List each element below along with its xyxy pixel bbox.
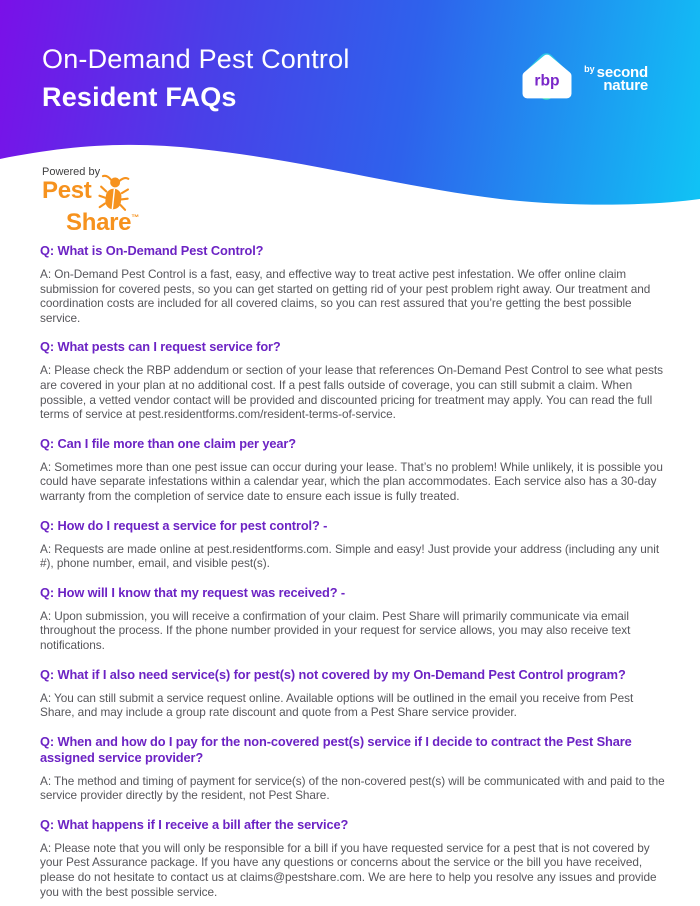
faq-item [40,518,667,571]
second-nature-line2 [584,76,648,94]
faq-question: Q: How will I know that my request was received? - [40,584,346,600]
bug-icon [94,170,132,215]
pest-word: Pest [42,177,92,204]
faq-item [40,817,667,899]
powered-by-label: Powered by [42,166,101,178]
rbp-second-nature-logo [519,48,648,106]
second-nature-wordmark [584,63,648,92]
faq-answer: A: Upon submission, you will receive a confirmation of your claim. Pest Share will primarily communicate via email throughout the process. If the phone number provided in your request for service allows, you may also receive text notifications. [40,608,631,652]
page-title-line2: Resident FAQs [42,82,237,112]
page-title [42,40,350,116]
faq-answer: A: On-Demand Pest Control is a fast, easy, and effective way to treat active pest infestation. We offer online claim submission for covered pests, so you can get started on getting rid of your pest problem right away. Our treatment and coordination costs are included for all covered claims, so you can rest assured that you’re getting the best possible service. [40,267,651,325]
rbp-logo-text: rbp [534,72,560,90]
pest-share-logo [42,166,139,235]
trademark-symbol: ™ [131,213,140,222]
faq-item [40,243,667,325]
rbp-house-icon [522,53,572,101]
rbp-logo [519,48,575,106]
page-title-line1: On-Demand Pest Control [42,44,350,74]
faq-item [40,667,667,720]
faq-answer: A: Please note that you will only be responsible for a bill if you have requested service for a pest that is not covered by your Pest Assurance package. If you have any questions or concerns about the service or the bill you have received, please do not hesitate to contact us at claims@pestshare.com. We are here to help you resolve any issues and provide you with the best possible service. [40,840,657,899]
faq-answer: A: The method and timing of payment for service(s) of the non-covered pest(s) will be communicated with and paid to the service provider directly by the resident, not Pest Share. [40,773,665,803]
by-label: by [584,63,595,74]
faq-question: Q: How do I request a service for pest control? - [40,517,328,533]
faq-question: Q: When and how do I pay for the non-covered pest(s) service if I decide to contract the Pest Share assigned service provider? [40,733,632,765]
faq-question: Q: What happens if I receive a bill after the service? [40,816,349,832]
faq-answer: A: Requests are made online at pest.residentforms.com. Simple and easy! Just provide your address (including any unit #), phone number, email, and visible pest(s). [40,541,660,571]
faq-question: Q: What pests can I request service for? [40,339,281,355]
faq-answer: A: Please check the RBP addendum or section of your lease that references On-Demand Pest Control to see what pests are covered in your plan at no additional cost. If a pest falls outside of coverage, you can still submit a claim. When possible, a vetted vendor contact will be provided and discounted pricing for treatment may apply. You can read the full terms of service at pest.residentforms.com/resident-terms-of-service. [40,363,663,422]
faq-answer: A: You can still submit a service request online. Available options will be outlined in the email you receive from Pest Share, and may include a group rate discount and quote from a Pest Share service provider. [40,690,634,720]
faq-item [40,585,667,653]
share-word: Share [66,209,132,236]
faq-item [40,734,667,803]
faq-question: Q: Can I file more than one claim per year? [40,435,296,451]
faq-question: Q: What if I also need service(s) for pest(s) not covered by my On-Demand Pest Control program? [40,666,626,682]
brand-word-second: second [596,63,648,81]
faq-question: Q: What is On-Demand Pest Control? [40,243,264,258]
faq-item [40,436,667,504]
brand-word-nature: nature [603,76,648,94]
faq-list [40,243,667,906]
faq-answer: A: Sometimes more than one pest issue can occur during your lease. That’s no problem! While unlikely, it is possible you could have separate infestations within a calendar year, which the plan accommodates. Each service also has a 30-day warranty from the completion of service date to ensure each issue is fully treated. [40,459,663,503]
faq-item [40,339,667,421]
